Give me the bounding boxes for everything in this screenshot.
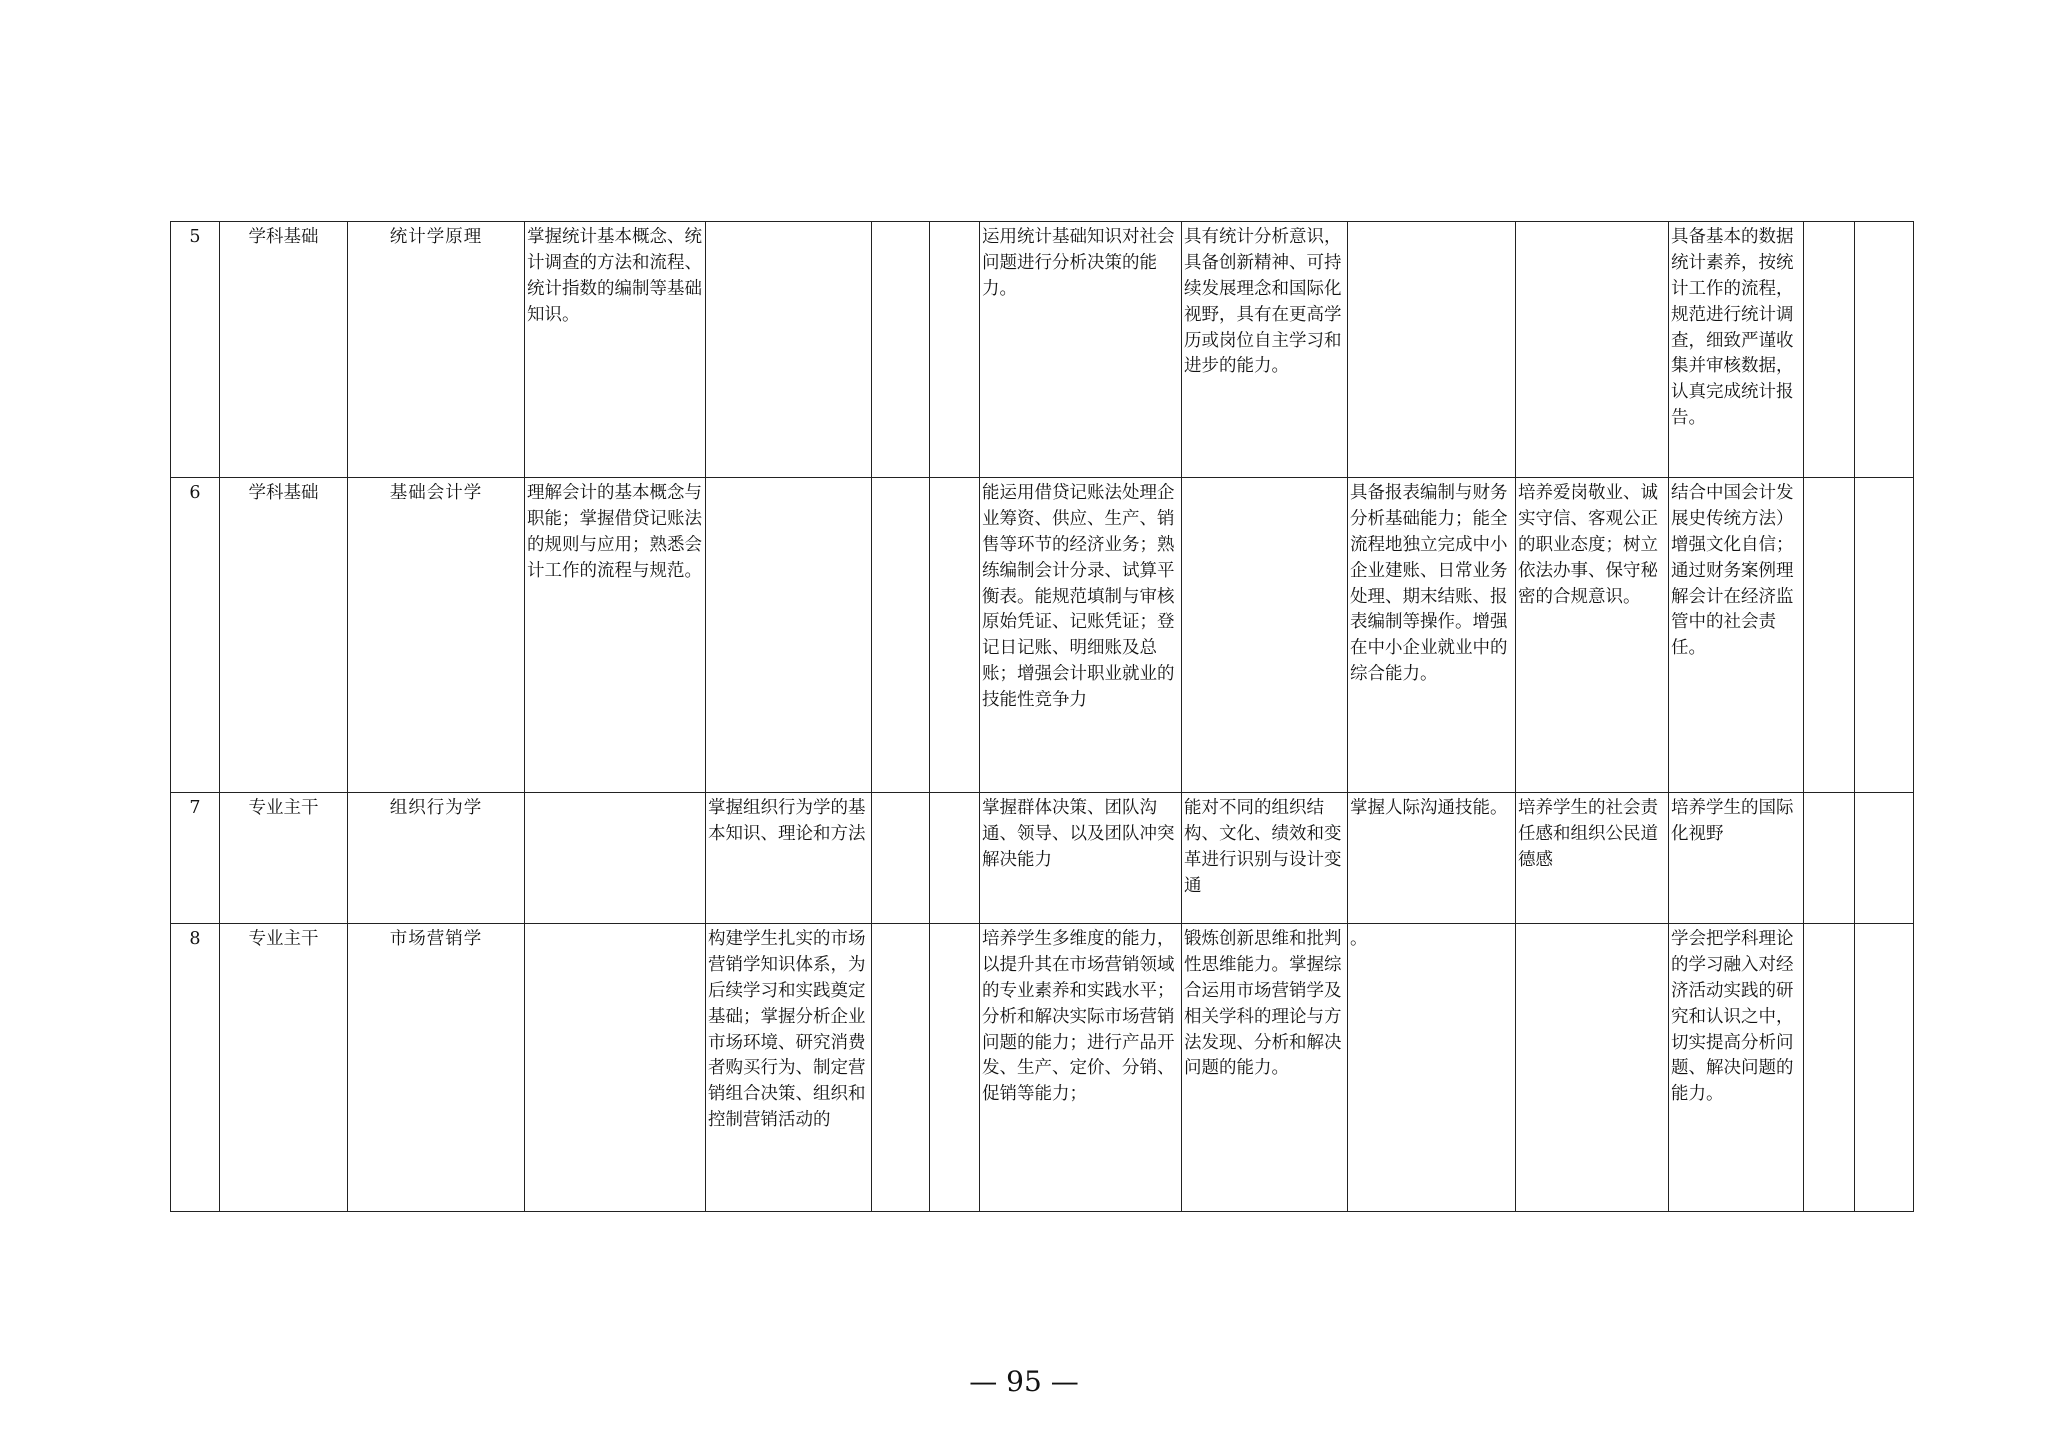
table-row	[171, 478, 1914, 793]
empty-cell	[930, 478, 980, 793]
empty-cell	[872, 222, 930, 478]
ability-develop-cell: 具有统计分析意识，具备创新精神、可持续发展理念和国际化视野，具有在更高学历或岗位自主学习和进步的能力。	[1182, 222, 1348, 478]
ability-basic-cell: 掌握群体决策、团队沟通、领导、以及团队冲突解决能力	[980, 793, 1182, 924]
quality-moral-cell: 培养学生的社会责任感和组织公民道德感	[1516, 793, 1669, 924]
knowledge-basic-cell: 掌握统计基本概念、统计调查的方法和流程、统计指数的编制等基础知识。	[525, 222, 706, 478]
ability-core-cell: 掌握人际沟通技能。	[1348, 793, 1516, 924]
empty-cell	[930, 222, 980, 478]
empty-cell	[1804, 478, 1855, 793]
course-number: 7	[171, 793, 220, 924]
quality-moral-cell	[1516, 222, 1669, 478]
empty-cell	[1804, 924, 1855, 1212]
empty-cell	[872, 924, 930, 1212]
empty-cell	[1855, 924, 1914, 1212]
ability-basic-cell: 培养学生多维度的能力，以提升其在市场营销领域的专业素养和实践水平；分析和解决实际市场营销问题的能力；进行产品开发、生产、定价、分销、促销等能力；	[980, 924, 1182, 1212]
ability-basic-cell: 能运用借贷记账法处理企业筹资、供应、生产、销售等环节的经济业务；熟练编制会计分录、试算平衡表。能规范填制与审核原始凭证、记账凭证；登记日记账、明细账及总账；增强会计职业就业的技能性竞争力	[980, 478, 1182, 793]
course-name: 市场营销学	[348, 924, 525, 1212]
quality-prof-cell: 培养学生的国际化视野	[1669, 793, 1804, 924]
course-type: 学科基础	[220, 478, 348, 793]
table-row	[171, 793, 1914, 924]
empty-cell	[872, 793, 930, 924]
quality-moral-cell: 培养爱岗敬业、诚实守信、客观公正的职业态度；树立依法办事、保守秘密的合规意识。	[1516, 478, 1669, 793]
empty-cell	[1804, 222, 1855, 478]
course-matrix-table	[170, 221, 1914, 1212]
table-row	[171, 924, 1914, 1212]
knowledge-basic-cell: 理解会计的基本概念与职能；掌握借贷记账法的规则与应用；熟悉会计工作的流程与规范。	[525, 478, 706, 793]
knowledge-major-cell: 构建学生扎实的市场营销学知识体系，为后续学习和实践奠定基础；掌握分析企业市场环境、研究消费者购买行为、制定营销组合决策、组织和控制营销活动的	[706, 924, 872, 1212]
quality-moral-cell	[1516, 924, 1669, 1212]
course-number: 8	[171, 924, 220, 1212]
empty-cell	[1804, 793, 1855, 924]
course-type: 专业主干	[220, 793, 348, 924]
empty-cell	[1855, 222, 1914, 478]
quality-prof-cell: 结合中国会计发展史传统方法）增强文化自信；通过财务案例理解会计在经济监管中的社会责任。	[1669, 478, 1804, 793]
table-row	[171, 222, 1914, 478]
ability-develop-cell	[1182, 478, 1348, 793]
knowledge-basic-cell	[525, 793, 706, 924]
ability-core-cell	[1348, 222, 1516, 478]
ability-core-cell: 。	[1348, 924, 1516, 1212]
course-number: 5	[171, 222, 220, 478]
course-name: 统计学原理	[348, 222, 525, 478]
ability-develop-cell: 能对不同的组织结构、文化、绩效和变革进行识别与设计变通	[1182, 793, 1348, 924]
quality-prof-cell: 具备基本的数据统计素养，按统计工作的流程，规范进行统计调查，细致严谨收集并审核数据，认真完成统计报告。	[1669, 222, 1804, 478]
course-type: 专业主干	[220, 924, 348, 1212]
empty-cell	[872, 478, 930, 793]
course-name: 组织行为学	[348, 793, 525, 924]
course-type: 学科基础	[220, 222, 348, 478]
empty-cell	[930, 793, 980, 924]
ability-basic-cell: 运用统计基础知识对社会问题进行分析决策的能力。	[980, 222, 1182, 478]
course-number: 6	[171, 478, 220, 793]
quality-prof-cell: 学会把学科理论的学习融入对经济活动实践的研究和认识之中，切实提高分析问题、解决问题的能力。	[1669, 924, 1804, 1212]
empty-cell	[1855, 793, 1914, 924]
course-name: 基础会计学	[348, 478, 525, 793]
empty-cell	[930, 924, 980, 1212]
page-number: — 95 —	[969, 1365, 1079, 1398]
knowledge-major-cell	[706, 478, 872, 793]
knowledge-major-cell: 掌握组织行为学的基本知识、理论和方法	[706, 793, 872, 924]
knowledge-major-cell	[706, 222, 872, 478]
knowledge-basic-cell	[525, 924, 706, 1212]
ability-develop-cell: 锻炼创新思维和批判性思维能力。掌握综合运用市场营销学及相关学科的理论与方法发现、分析和解决问题的能力。	[1182, 924, 1348, 1212]
ability-core-cell: 具备报表编制与财务分析基础能力；能全流程地独立完成中小企业建账、日常业务处理、期末结账、报表编制等操作。增强在中小企业就业中的综合能力。	[1348, 478, 1516, 793]
empty-cell	[1855, 478, 1914, 793]
